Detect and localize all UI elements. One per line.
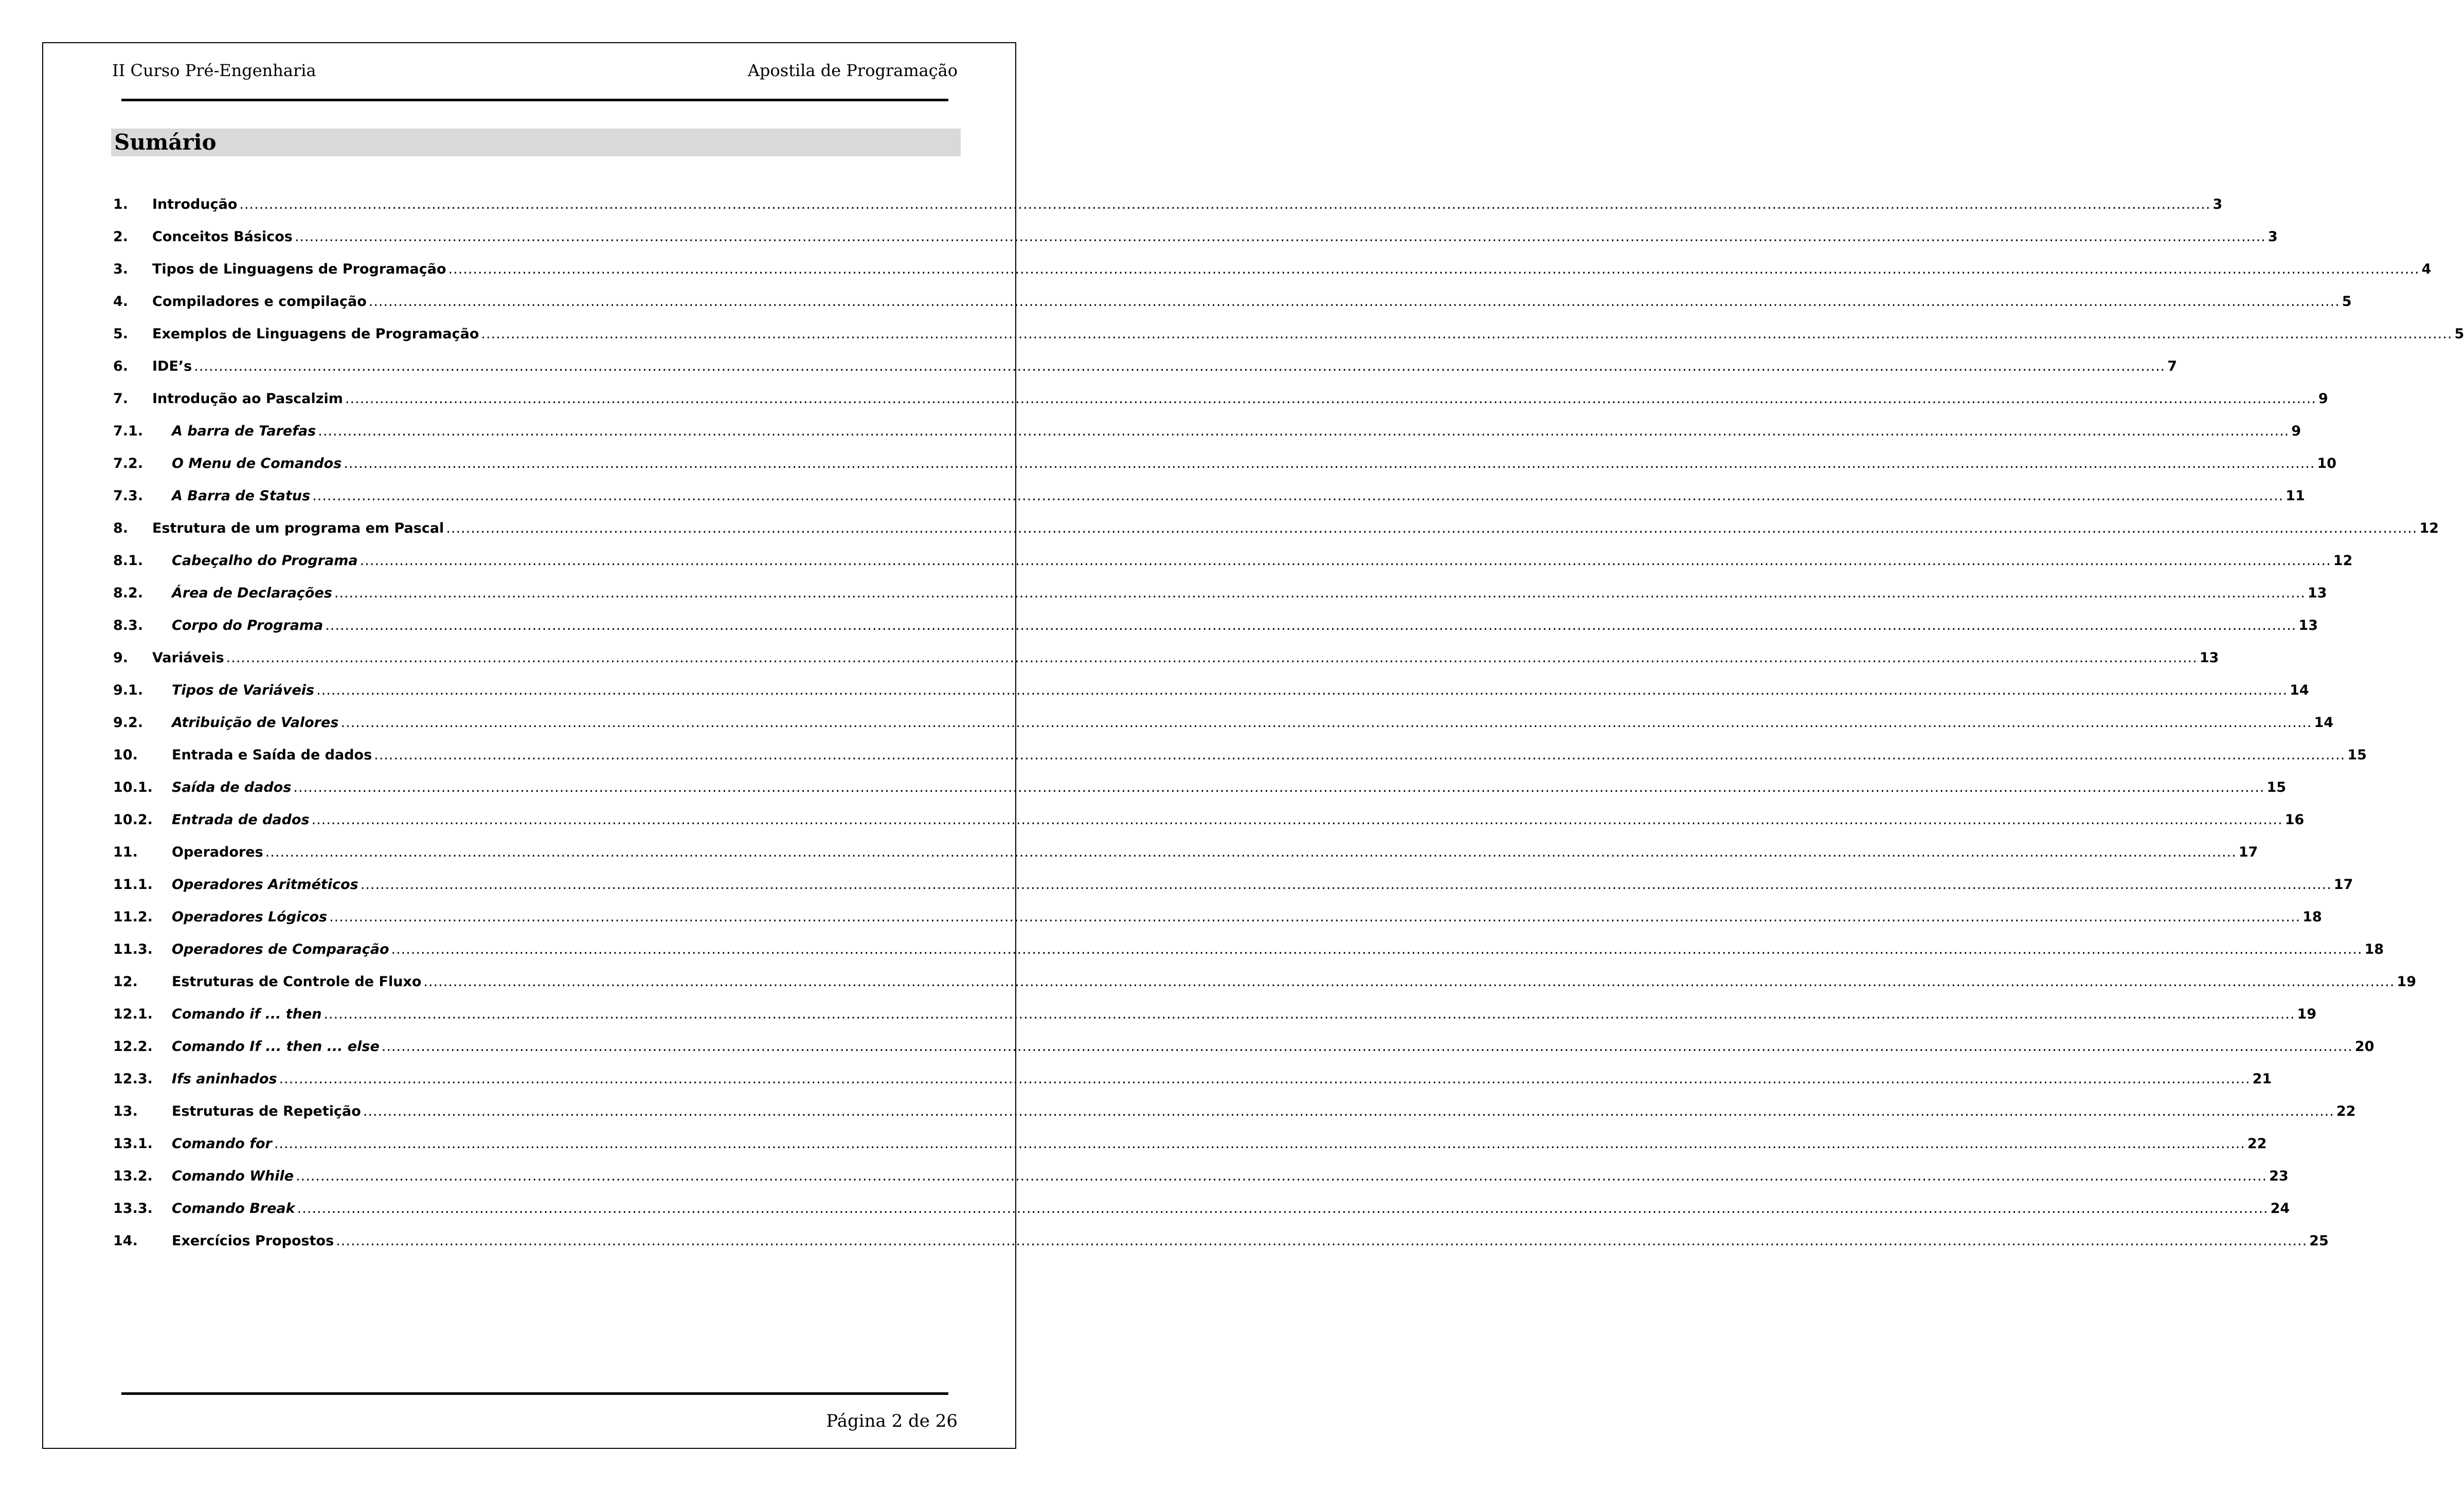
toc-entry-number: 12.2. [113, 1039, 153, 1055]
toc-dot-leader: ................................................................................................................................................................................................................................................................................................................................................................................................................ [363, 1103, 2334, 1119]
toc-entry-label: IDE’s [152, 358, 192, 374]
toc-dot-leader: ................................................................................................................................................................................................................................................................................................................................................................................................................ [344, 456, 2315, 471]
toc-entry[interactable] [113, 779, 2286, 812]
toc-entry[interactable] [113, 844, 2258, 877]
toc-entry-label: A barra de Tarefas [172, 423, 316, 439]
toc-entry-number: 10.2. [113, 812, 153, 828]
toc-entry[interactable] [113, 909, 2322, 941]
toc-entry-page: 11 [2286, 488, 2305, 504]
toc-entry-page: 14 [2314, 715, 2334, 731]
toc-entry[interactable] [113, 1233, 2329, 1265]
toc-entry-number: 2. [113, 229, 129, 245]
toc-entry-number: 11.2. [113, 909, 153, 925]
toc-dot-leader: ................................................................................................................................................................................................................................................................................................................................................................................................................ [279, 1071, 2251, 1087]
toc-entry[interactable] [113, 294, 2352, 326]
toc-dot-leader: ................................................................................................................................................................................................................................................................................................................................................................................................................ [226, 650, 2198, 666]
toc-entry[interactable] [113, 1039, 2375, 1071]
toc-entry[interactable] [113, 682, 2309, 715]
toc-entry-page: 22 [2247, 1136, 2267, 1152]
toc-entry-number: 7.3. [113, 488, 143, 504]
toc-dot-leader: ................................................................................................................................................................................................................................................................................................................................................................................................................ [391, 941, 2363, 957]
toc-title: Sumário [111, 129, 961, 156]
toc-entry-label: Atribuição de Valores [172, 715, 339, 731]
toc-entry-page: 24 [2270, 1201, 2290, 1216]
toc-entry-label: Variáveis [152, 650, 224, 666]
toc-entry[interactable] [113, 553, 2353, 585]
toc-entry-page: 3 [2213, 196, 2223, 212]
toc-entry-page: 19 [2397, 974, 2416, 990]
toc-dot-leader: ................................................................................................................................................................................................................................................................................................................................................................................................................ [481, 326, 2453, 342]
toc-entry-number: 4. [113, 294, 129, 310]
toc-entry-page: 15 [2267, 779, 2286, 795]
toc-entry-page: 5 [2342, 294, 2352, 310]
toc-dot-leader: ................................................................................................................................................................................................................................................................................................................................................................................................................ [359, 553, 2331, 569]
toc-entry-number: 12.3. [113, 1071, 153, 1087]
toc-entry[interactable] [113, 196, 2223, 229]
toc-entry-page: 3 [2268, 229, 2278, 245]
header-rule [121, 99, 948, 101]
header-document-title: Apostila de Programação [747, 61, 958, 80]
toc-entry-page: 23 [2269, 1168, 2289, 1184]
toc-entry-label: Comando Break [172, 1201, 295, 1216]
toc-entry-label: Introdução ao Pascalzim [152, 391, 343, 407]
toc-entry[interactable] [113, 585, 2327, 617]
toc-entry-page: 14 [2290, 682, 2309, 698]
toc-entry-page: 7 [2167, 358, 2178, 374]
toc-entry-label: Ifs aninhados [172, 1071, 277, 1087]
toc-dot-leader: ................................................................................................................................................................................................................................................................................................................................................................................................................ [368, 294, 2340, 310]
toc-entry[interactable] [113, 261, 2432, 294]
toc-dot-leader: ................................................................................................................................................................................................................................................................................................................................................................................................................ [334, 585, 2306, 601]
toc-entry-number: 9.2. [113, 715, 143, 731]
toc-entry-label: Tipos de Linguagens de Programação [152, 261, 446, 277]
page-number: Página 2 de 26 [826, 1411, 958, 1431]
toc-dot-leader: ................................................................................................................................................................................................................................................................................................................................................................................................................ [336, 1233, 2308, 1249]
toc-entry[interactable] [113, 326, 2464, 358]
toc-entry-number: 13.3. [113, 1201, 153, 1216]
toc-entry[interactable] [113, 520, 2439, 553]
toc-entry-label: Comando for [172, 1136, 272, 1152]
toc-entry-page: 12 [2333, 553, 2353, 569]
toc-entry-number: 7.1. [113, 423, 143, 439]
toc-entry-page: 4 [2421, 261, 2432, 277]
toc-entry-label: Compiladores e compilação [152, 294, 367, 310]
toc-entry[interactable] [113, 1168, 2289, 1201]
toc-entry-label: Exemplos de Linguagens de Programação [152, 326, 479, 342]
toc-entry-number: 8.2. [113, 585, 143, 601]
toc-entry[interactable] [113, 1136, 2267, 1168]
toc-entry-label: Entrada e Saída de dados [172, 747, 372, 763]
toc-dot-leader: ................................................................................................................................................................................................................................................................................................................................................................................................................ [340, 715, 2312, 731]
toc-dot-leader: ................................................................................................................................................................................................................................................................................................................................................................................................................ [194, 358, 2166, 374]
toc-entry-page: 5 [2454, 326, 2464, 342]
toc-entry-label: Entrada de dados [172, 812, 310, 828]
table-of-contents [113, 196, 2464, 1265]
toc-entry-number: 13.1. [113, 1136, 153, 1152]
toc-dot-leader: ................................................................................................................................................................................................................................................................................................................................................................................................................ [381, 1039, 2353, 1055]
toc-entry[interactable] [113, 650, 2219, 682]
toc-dot-leader: ................................................................................................................................................................................................................................................................................................................................................................................................................ [374, 747, 2346, 763]
toc-entry[interactable] [113, 877, 2353, 909]
footer-rule [121, 1392, 948, 1395]
toc-entry-label: Comando if ... then [172, 1006, 322, 1022]
toc-entry-page: 15 [2347, 747, 2367, 763]
toc-entry[interactable] [113, 1006, 2317, 1039]
toc-entry[interactable] [113, 941, 2384, 974]
toc-entry-label: Operadores [172, 844, 263, 860]
toc-entry-label: A Barra de Status [172, 488, 311, 504]
toc-entry-number: 5. [113, 326, 129, 342]
toc-dot-leader: ................................................................................................................................................................................................................................................................................................................................................................................................................ [345, 391, 2316, 407]
toc-entry[interactable] [113, 229, 2278, 261]
toc-dot-leader: ................................................................................................................................................................................................................................................................................................................................................................................................................ [360, 877, 2332, 893]
toc-entry-number: 12.1. [113, 1006, 153, 1022]
toc-dot-leader: ................................................................................................................................................................................................................................................................................................................................................................................................................ [312, 488, 2284, 504]
toc-dot-leader: ................................................................................................................................................................................................................................................................................................................................................................................................................ [318, 423, 2290, 439]
toc-dot-leader: ................................................................................................................................................................................................................................................................................................................................................................................................................ [294, 229, 2266, 245]
toc-entry-number: 10.1. [113, 779, 153, 795]
toc-entry-page: 25 [2309, 1233, 2329, 1249]
toc-entry-label: Saída de dados [172, 779, 292, 795]
toc-entry[interactable] [113, 1103, 2356, 1136]
toc-entry-page: 16 [2285, 812, 2305, 828]
toc-entry-page: 13 [2307, 585, 2327, 601]
toc-entry-page: 13 [2199, 650, 2219, 666]
toc-entry-label: Estruturas de Controle de Fluxo [172, 974, 422, 990]
toc-entry-page: 20 [2354, 1039, 2375, 1055]
toc-entry-number: 11.3. [113, 941, 153, 957]
toc-entry-page: 17 [2333, 877, 2353, 893]
toc-entry-label: Operadores Aritméticos [172, 877, 358, 893]
toc-dot-leader: ................................................................................................................................................................................................................................................................................................................................................................................................................ [293, 779, 2265, 795]
toc-entry-page: 21 [2252, 1071, 2272, 1087]
toc-entry-number: 3. [113, 261, 129, 277]
toc-entry[interactable] [113, 617, 2318, 650]
toc-entry-page: 22 [2336, 1103, 2356, 1119]
toc-entry-number: 8.3. [113, 617, 143, 633]
toc-entry-page: 9 [2291, 423, 2301, 439]
toc-entry[interactable] [113, 1201, 2290, 1233]
toc-dot-leader: ................................................................................................................................................................................................................................................................................................................................................................................................................ [239, 196, 2211, 212]
toc-entry-label: Conceitos Básicos [152, 229, 293, 245]
toc-entry-number: 12. [113, 974, 138, 990]
toc-entry-label: Corpo do Programa [172, 617, 323, 633]
toc-entry-page: 13 [2298, 617, 2318, 633]
toc-entry-number: 11. [113, 844, 138, 860]
toc-entry[interactable] [113, 423, 2301, 456]
toc-entry-number: 1. [113, 196, 129, 212]
toc-entry-page: 12 [2419, 520, 2439, 536]
toc-entry-label: Operadores Lógicos [172, 909, 328, 925]
toc-entry-label: Operadores de Comparação [172, 941, 389, 957]
toc-entry-number: 7.2. [113, 456, 143, 471]
toc-entry-label: Área de Declarações [172, 585, 332, 601]
toc-entry[interactable] [113, 456, 2336, 488]
toc-entry-label: Exercícios Propostos [172, 1233, 334, 1249]
toc-dot-leader: ................................................................................................................................................................................................................................................................................................................................................................................................................ [448, 261, 2420, 277]
toc-entry-number: 14. [113, 1233, 138, 1249]
toc-entry-label: Estruturas de Repetição [172, 1103, 361, 1119]
toc-dot-leader: ................................................................................................................................................................................................................................................................................................................................................................................................................ [265, 844, 2237, 860]
toc-entry[interactable] [113, 715, 2334, 747]
toc-dot-leader: ................................................................................................................................................................................................................................................................................................................................................................................................................ [296, 1168, 2268, 1184]
toc-entry-number: 6. [113, 358, 129, 374]
toc-entry-number: 10. [113, 747, 138, 763]
toc-dot-leader: ................................................................................................................................................................................................................................................................................................................................................................................................................ [274, 1136, 2245, 1152]
toc-dot-leader: ................................................................................................................................................................................................................................................................................................................................................................................................................ [446, 520, 2418, 536]
toc-dot-leader: ................................................................................................................................................................................................................................................................................................................................................................................................................ [323, 1006, 2295, 1022]
toc-dot-leader: ................................................................................................................................................................................................................................................................................................................................................................................................................ [297, 1201, 2269, 1216]
toc-entry-page: 9 [2318, 391, 2328, 407]
toc-entry-number: 9.1. [113, 682, 143, 698]
toc-entry-page: 18 [2364, 941, 2384, 957]
toc-entry[interactable] [113, 974, 2416, 1006]
toc-entry-number: 8. [113, 520, 129, 536]
toc-entry-number: 7. [113, 391, 129, 407]
toc-entry-label: Comando If ... then ... else [172, 1039, 380, 1055]
toc-dot-leader: ................................................................................................................................................................................................................................................................................................................................................................................................................ [325, 617, 2297, 633]
toc-entry-number: 13.2. [113, 1168, 153, 1184]
toc-entry-number: 11.1. [113, 877, 153, 893]
toc-entry-page: 19 [2297, 1006, 2317, 1022]
toc-entry-label: Introdução [152, 196, 238, 212]
toc-entry-label: Estrutura de um programa em Pascal [152, 520, 444, 536]
toc-entry-label: O Menu de Comandos [172, 456, 342, 471]
toc-entry[interactable] [113, 747, 2367, 779]
toc-entry-page: 18 [2303, 909, 2322, 925]
toc-entry-number: 13. [113, 1103, 138, 1119]
toc-dot-leader: ................................................................................................................................................................................................................................................................................................................................................................................................................ [311, 812, 2283, 828]
toc-dot-leader: ................................................................................................................................................................................................................................................................................................................................................................................................................ [423, 974, 2395, 990]
toc-entry[interactable] [113, 1071, 2272, 1103]
toc-entry[interactable] [113, 358, 2178, 391]
toc-entry-page: 10 [2317, 456, 2336, 471]
header-course-title: II Curso Pré-Engenharia [112, 61, 316, 80]
toc-entry-number: 8.1. [113, 553, 143, 569]
toc-entry[interactable] [113, 488, 2305, 520]
toc-entry-label: Tipos de Variáveis [172, 682, 315, 698]
toc-entry-number: 9. [113, 650, 129, 666]
toc-entry-label: Comando While [172, 1168, 294, 1184]
toc-entry[interactable] [113, 812, 2305, 844]
toc-entry[interactable] [113, 391, 2328, 423]
toc-entry-label: Cabeçalho do Programa [172, 553, 358, 569]
toc-entry-page: 17 [2238, 844, 2258, 860]
toc-dot-leader: ................................................................................................................................................................................................................................................................................................................................................................................................................ [316, 682, 2288, 698]
toc-dot-leader: ................................................................................................................................................................................................................................................................................................................................................................................................................ [329, 909, 2301, 925]
